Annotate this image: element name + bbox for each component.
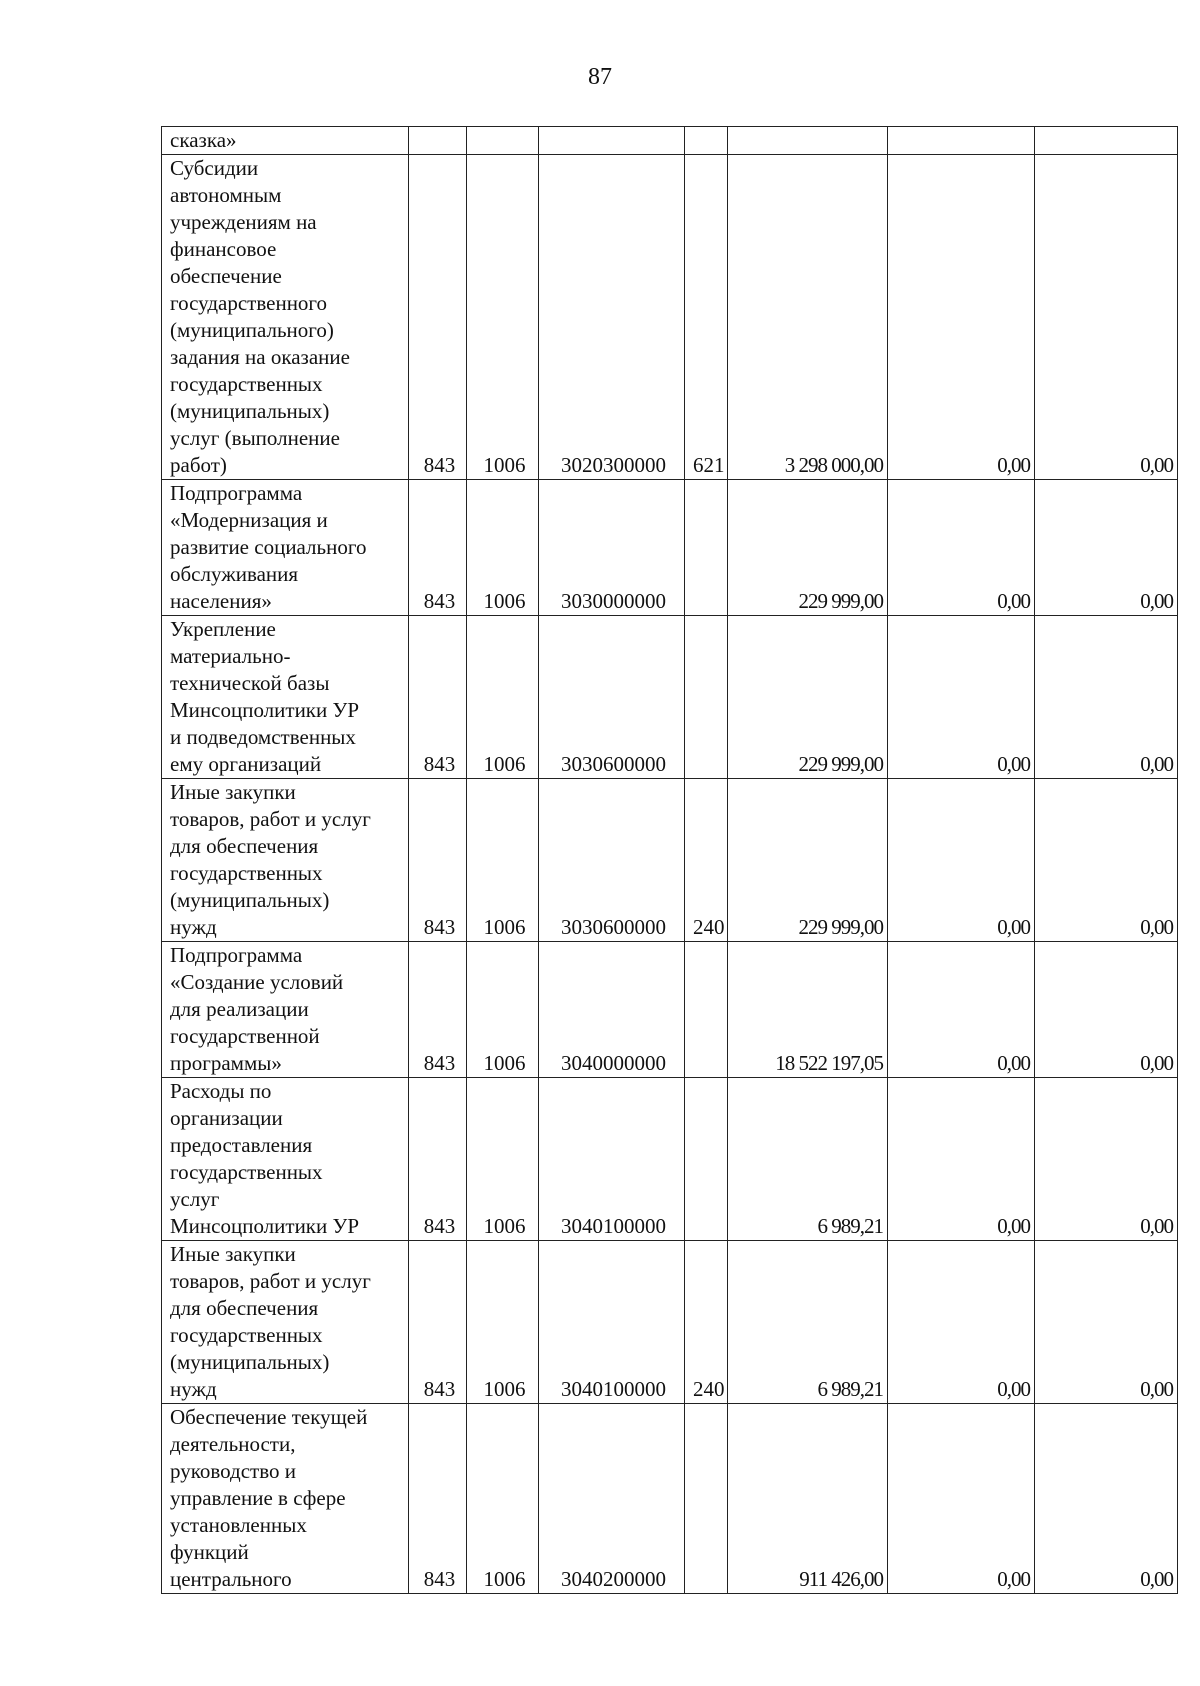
ministry-code-cell	[409, 127, 467, 155]
amount-cell-1	[728, 127, 888, 155]
row-name-cell: Подпрограмма «Модернизация и развитие социального обслуживания населения»	[162, 480, 409, 616]
amount-cell-1: 911 426,00	[728, 1404, 888, 1594]
section-code-cell: 1006	[467, 942, 539, 1078]
amount-cell-1: 6 989,21	[728, 1241, 888, 1404]
table-row	[162, 942, 1178, 1078]
row-name-cell: Обеспечение текущей деятельности, руководство и управление в сфере установленных функций центрального	[162, 1404, 409, 1594]
amount-cell-3: 0,00	[1035, 779, 1178, 942]
amount-cell-3: 0,00	[1035, 480, 1178, 616]
row-name-cell: Субсидии автономным учреждениям на финансовое обеспечение государственного (муниципального) задания на оказание государственных (муниципальных) услуг (выполнение работ)	[162, 155, 409, 480]
expense-type-cell	[685, 1078, 728, 1241]
amount-cell-3: 0,00	[1035, 1078, 1178, 1241]
amount-cell-3: 0,00	[1035, 616, 1178, 779]
expense-type-cell: 240	[685, 1241, 728, 1404]
amount-cell-1: 3 298 000,00	[728, 155, 888, 480]
target-article-cell: 3040100000	[539, 1241, 685, 1404]
amount-cell-3: 0,00	[1035, 155, 1178, 480]
expense-type-cell	[685, 616, 728, 779]
section-code-cell	[467, 127, 539, 155]
amount-cell-1: 6 989,21	[728, 1078, 888, 1241]
expense-type-cell	[685, 1404, 728, 1594]
amount-cell-1: 229 999,00	[728, 480, 888, 616]
section-code-cell: 1006	[467, 1404, 539, 1594]
section-code-cell: 1006	[467, 779, 539, 942]
amount-cell-3: 0,00	[1035, 1404, 1178, 1594]
section-code-cell: 1006	[467, 155, 539, 480]
section-code-cell: 1006	[467, 480, 539, 616]
target-article-cell	[539, 127, 685, 155]
amount-cell-3: 0,00	[1035, 942, 1178, 1078]
row-name-cell: Иные закупки товаров, работ и услуг для обеспечения государственных (муниципальных) нужд	[162, 779, 409, 942]
amount-cell-3: 0,00	[1035, 1241, 1178, 1404]
table-row	[162, 1241, 1178, 1404]
amount-cell-1: 229 999,00	[728, 779, 888, 942]
ministry-code-cell: 843	[409, 1241, 467, 1404]
target-article-cell: 3040100000	[539, 1078, 685, 1241]
table-row	[162, 1404, 1178, 1594]
table-row	[162, 127, 1178, 155]
ministry-code-cell: 843	[409, 1078, 467, 1241]
amount-cell-3	[1035, 127, 1178, 155]
expense-type-cell: 621	[685, 155, 728, 480]
row-name-cell: Укрепление материально- технической базы Минсоцполитики УР и подведомственных ему организаций	[162, 616, 409, 779]
table-row	[162, 155, 1178, 480]
table-row	[162, 480, 1178, 616]
row-name-cell: Расходы по организации предоставления государственных услуг Минсоцполитики УР	[162, 1078, 409, 1241]
expense-type-cell	[685, 480, 728, 616]
expense-type-cell	[685, 127, 728, 155]
table-row	[162, 779, 1178, 942]
section-code-cell: 1006	[467, 1078, 539, 1241]
ministry-code-cell: 843	[409, 155, 467, 480]
target-article-cell: 3030600000	[539, 616, 685, 779]
ministry-code-cell: 843	[409, 480, 467, 616]
amount-cell-2: 0,00	[888, 155, 1035, 480]
amount-cell-2	[888, 127, 1035, 155]
amount-cell-1: 18 522 197,05	[728, 942, 888, 1078]
ministry-code-cell: 843	[409, 616, 467, 779]
expense-type-cell: 240	[685, 779, 728, 942]
row-name-cell: сказка»	[162, 127, 409, 155]
amount-cell-2: 0,00	[888, 616, 1035, 779]
page-number: 87	[588, 64, 612, 90]
amount-cell-2: 0,00	[888, 1404, 1035, 1594]
row-name-cell: Подпрограмма «Создание условий для реализации государственной программы»	[162, 942, 409, 1078]
section-code-cell: 1006	[467, 616, 539, 779]
target-article-cell: 3030000000	[539, 480, 685, 616]
table-row	[162, 616, 1178, 779]
amount-cell-2: 0,00	[888, 779, 1035, 942]
ministry-code-cell: 843	[409, 779, 467, 942]
target-article-cell: 3020300000	[539, 155, 685, 480]
amount-cell-2: 0,00	[888, 1078, 1035, 1241]
amount-cell-2: 0,00	[888, 942, 1035, 1078]
target-article-cell: 3040200000	[539, 1404, 685, 1594]
table-row	[162, 1078, 1178, 1241]
ministry-code-cell: 843	[409, 1404, 467, 1594]
target-article-cell: 3040000000	[539, 942, 685, 1078]
ministry-code-cell: 843	[409, 942, 467, 1078]
section-code-cell: 1006	[467, 1241, 539, 1404]
amount-cell-2: 0,00	[888, 1241, 1035, 1404]
amount-cell-1: 229 999,00	[728, 616, 888, 779]
budget-table	[161, 126, 1178, 1594]
expense-type-cell	[685, 942, 728, 1078]
row-name-cell: Иные закупки товаров, работ и услуг для обеспечения государственных (муниципальных) нужд	[162, 1241, 409, 1404]
amount-cell-2: 0,00	[888, 480, 1035, 616]
target-article-cell: 3030600000	[539, 779, 685, 942]
